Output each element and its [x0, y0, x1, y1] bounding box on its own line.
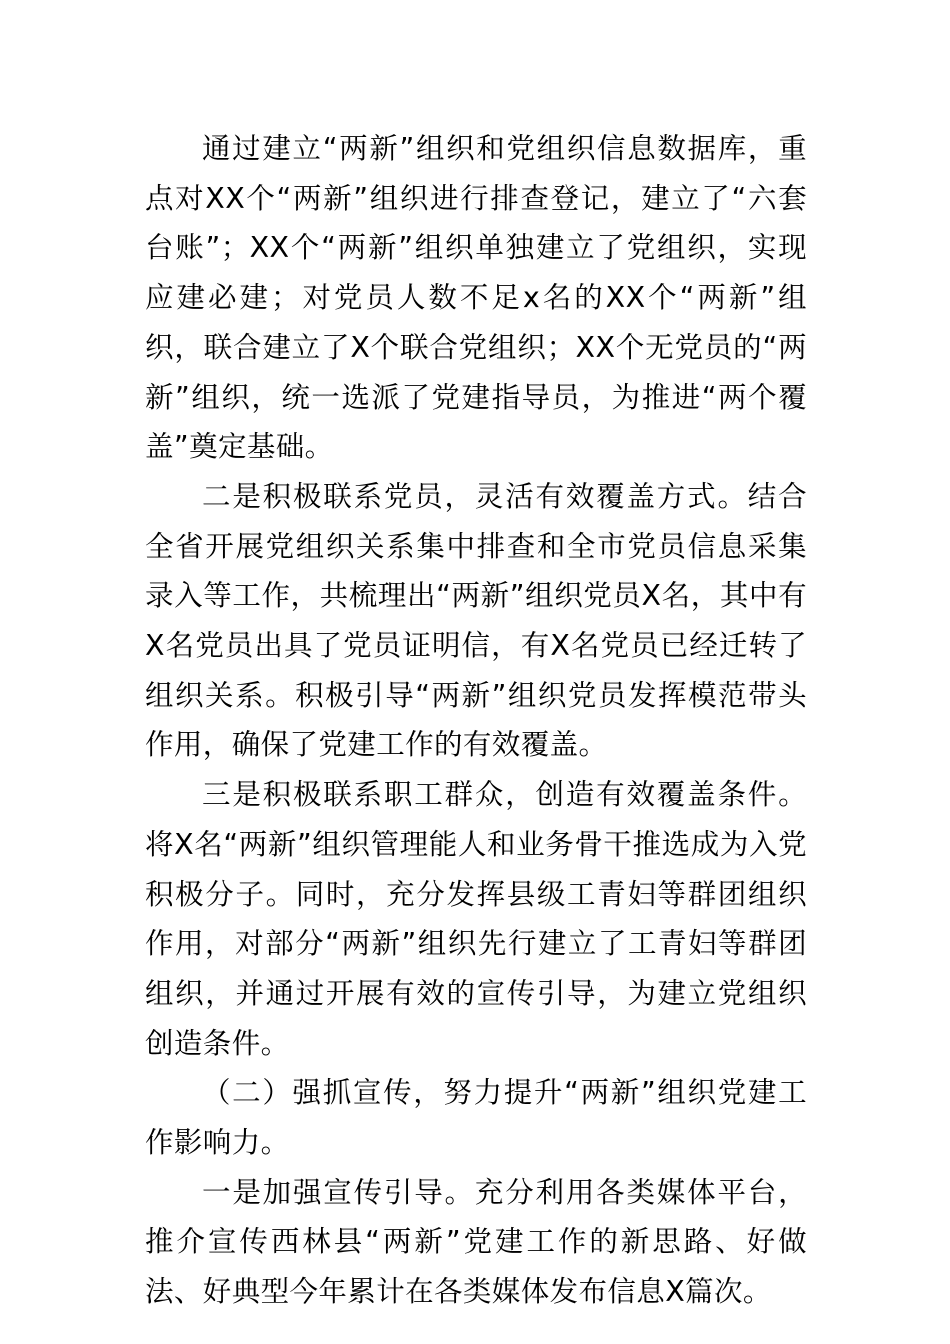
paragraph-contact-workers: 三是积极联系职工群众，创造有效覆盖条件。将X名“两新”组织管理能人和业务骨干推选成为入党积极分子。同时，充分发挥县级工青妇等群团组织作用，对部分“两新”组织先行建立了工青妇等群团组织，并通过开展有效的宣传引导，为建立党组织创造条件。	[145, 778, 807, 1060]
paragraph-publicity-guidance: 一是加强宣传引导。充分利用各类媒体平台，推介宣传西林县“两新”党建工作的新思路、好做法、好典型今年累计在各类媒体发布信息X篇次。	[145, 1175, 807, 1309]
section-heading-publicity: （二）强抓宣传，努力提升“两新”组织党建工作影响力。	[145, 1076, 807, 1160]
paragraph-database-registration: 通过建立“两新”组织和党组织信息数据库，重点对XX个“两新”组织进行排查登记，建立了“六套台账”；XX个“两新”组织单独建立了党组织，实现应建必建；对党员人数不足x名的XX个“两新”组织，联合建立了X个联合党组织；XX个无党员的“两新”组织，统一选派了党建指导员，为推进“两个覆盖”奠定基础。	[145, 132, 807, 464]
paragraph-contact-party-members: 二是积极联系党员，灵活有效覆盖方式。结合全省开展党组织关系集中排查和全市党员信息采集录入等工作，共梳理出“两新”组织党员X名，其中有X名党员出具了党员证明信，有X名党员已经迁转了组织关系。积极引导“两新”组织党员发挥模范带头作用，确保了党建工作的有效覆盖。	[145, 479, 807, 762]
document-body	[145, 124, 807, 1317]
